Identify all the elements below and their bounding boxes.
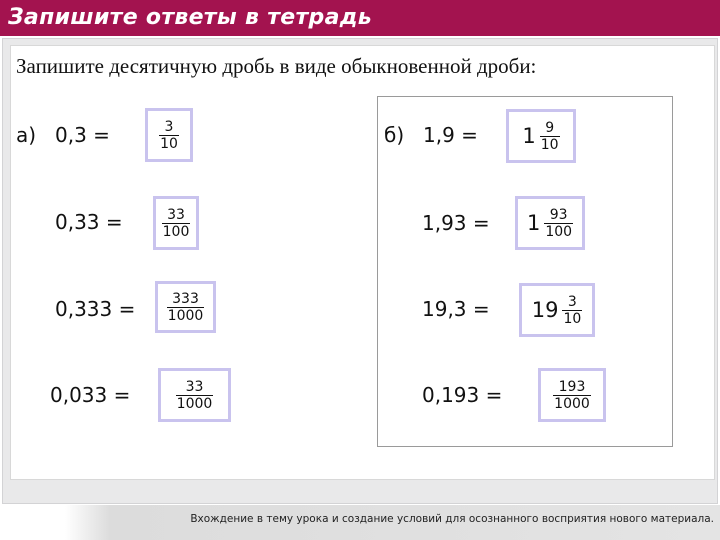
- answer-b4: [538, 368, 606, 422]
- numerator: 333: [172, 290, 199, 307]
- whole-part: 1: [526, 211, 541, 235]
- denominator: 1000: [167, 307, 204, 324]
- denominator: 1000: [176, 395, 213, 412]
- numerator: 33: [185, 378, 204, 395]
- equation-b4: 0,193 =: [422, 383, 503, 407]
- answer-a4: [158, 368, 231, 422]
- part-b-marker: б): [384, 123, 405, 147]
- whole-part: 1: [522, 124, 536, 148]
- equation-a2: 0,33 =: [55, 210, 123, 234]
- answer-a2: [153, 196, 199, 250]
- answer-b3: [519, 283, 595, 337]
- numerator: 193: [558, 378, 586, 395]
- fraction: [562, 294, 582, 327]
- task-text: Запишите десятичную дробь в виде обыкновенной дроби:: [16, 54, 537, 78]
- equation-b1: 1,9 =: [423, 123, 478, 147]
- fraction: [553, 379, 591, 412]
- whole-part: 19: [531, 298, 559, 322]
- denominator: 10: [563, 310, 582, 327]
- numerator: 33: [167, 206, 185, 223]
- denominator: 10: [160, 135, 178, 152]
- denominator: 1000: [554, 395, 590, 412]
- numerator: 9: [545, 119, 555, 136]
- footer-text: Вхождение в тему урока и создание условий для осознанного восприятия нового материала.: [190, 513, 714, 525]
- numerator: 3: [164, 118, 174, 135]
- fraction: [159, 119, 179, 152]
- denominator: 10: [540, 136, 559, 153]
- answer-b2: [515, 196, 585, 250]
- answer-a3: [155, 281, 216, 333]
- slide-title: Запишите ответы в тетрадь: [8, 5, 372, 30]
- numerator: 93: [549, 206, 568, 223]
- equation-a3: 0,333 =: [55, 297, 136, 321]
- denominator: 100: [162, 223, 190, 240]
- numerator: 3: [567, 293, 577, 310]
- fraction: [176, 379, 214, 412]
- equation-b2: 1,93 =: [422, 211, 490, 235]
- fraction: [162, 207, 191, 240]
- answer-a1: [145, 108, 193, 162]
- part-a-marker: а): [16, 123, 37, 147]
- fraction: [540, 120, 560, 153]
- fraction: [167, 291, 205, 324]
- answer-b1: [506, 109, 576, 163]
- denominator: 100: [545, 223, 573, 240]
- title-bar: [0, 0, 720, 36]
- fraction: [544, 207, 573, 240]
- equation-a1: 0,3 =: [55, 123, 110, 147]
- equation-b3: 19,3 =: [422, 297, 490, 321]
- equation-a4: 0,033 =: [50, 383, 131, 407]
